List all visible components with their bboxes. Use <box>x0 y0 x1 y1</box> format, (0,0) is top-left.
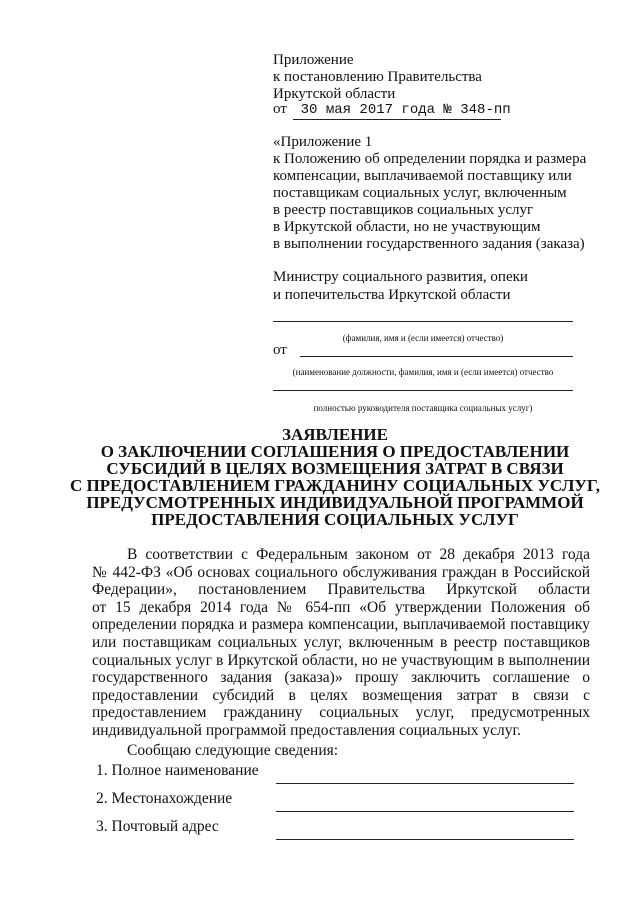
title-line: ПРЕДОСТАВЛЕНИЯ СОЦИАЛЬНЫХ УСЛУГ <box>151 510 519 529</box>
body-line: предоставлением гражданину социальных услуг, предусмотренных <box>92 704 590 722</box>
addressee-line: и попечительства Иркутской области <box>273 287 511 303</box>
appendix1-line: компенсации, выплачиваемой поставщику или <box>273 168 572 184</box>
body-line: определении порядка и размера компенсации, выплачиваемой поставщику <box>92 616 590 634</box>
hint-head: полностью руководителя поставщика социальных услуг) <box>313 403 533 413</box>
title-line: ПРЕДУСМОТРЕННЫХ ИНДИВИДУАЛЬНОЙ ПРОГРАММОЙ <box>86 493 584 512</box>
resolution-date-line <box>273 101 511 120</box>
body-paragraph <box>92 546 590 740</box>
document-title <box>60 426 610 528</box>
full-name-fill-line[interactable] <box>276 783 574 784</box>
appendix1-line: в реестр поставщиков социальных услуг <box>273 202 534 218</box>
title-line: О ЗАКЛЮЧЕНИИ СОГЛАШЕНИЯ О ПРЕДОСТАВЛЕНИИ <box>100 442 570 461</box>
body-line: индивидуальной программой предоставления социальных услуг. <box>92 721 521 739</box>
title-line: С ПРЕДОСТАВЛЕНИЕМ ГРАЖДАНИНУ СОЦИАЛЬНЫХ УСЛУГ, <box>69 476 601 495</box>
appendix-label: Приложение <box>273 52 354 68</box>
addressee-line: Министру социального развития, опеки <box>273 269 528 285</box>
info-intro: Сообщаю следующие сведения: <box>127 742 339 759</box>
body-line: или поставщикам социальных услуг, включенным в реестр поставщиков <box>92 633 590 651</box>
fill-line <box>273 390 573 391</box>
field-label-location: 2. Местонахождение <box>96 790 233 807</box>
appendix1-line: поставщикам социальных услуг, включенным <box>273 185 567 201</box>
title-line: ЗАЯВЛЕНИЕ <box>281 425 388 444</box>
field-label-full-name: 1. Полное наименование <box>96 762 259 779</box>
resolution-date-number: 30 мая 2017 года № 348-пп <box>293 102 501 120</box>
body-line: предоставлении субсидий в целях возмещения затрат в связи с <box>92 686 590 704</box>
appendix1-line: в выполнении государственного задания (заказа) <box>273 236 585 252</box>
from-prefix: от <box>273 101 287 117</box>
resolution-label: к постановлению Правительства <box>273 69 482 85</box>
appendix1-line: к Положению об определении порядка и размера <box>273 151 587 167</box>
body-line: Федерации», постановлением Правительства Иркутской области <box>92 581 590 599</box>
body-line: социальных услуг в Иркутской области, но не участвующим в выполнении <box>92 651 590 669</box>
fill-line <box>273 321 573 322</box>
from-label: от <box>273 342 287 358</box>
postal-address-fill-line[interactable] <box>276 839 574 840</box>
body-line: № 442-ФЗ «Об основах социального обслуживания граждан в Российской <box>92 563 590 581</box>
appendix1-line: «Приложение 1 <box>273 134 373 150</box>
fill-line <box>300 356 573 357</box>
body-line: от 15 декабря 2014 года № 654-пп «Об утверждении Положения об <box>92 598 590 616</box>
appendix1-line: в Иркутской области, но не участвующим <box>273 219 541 235</box>
body-line: государственного задания (заказа)» прошу заключить соглашение о <box>92 669 590 687</box>
region-label: Иркутской области <box>273 86 396 102</box>
location-fill-line[interactable] <box>276 811 574 812</box>
field-label-postal-address: 3. Почтовый адрес <box>96 818 219 835</box>
hint-position: (наименование должности, фамилия, имя и (если имеется) отчество <box>292 367 554 377</box>
hint-name: (фамилия, имя и (если имеется) отчество) <box>342 333 504 343</box>
body-line: В соответствии с Федеральным законом от 28 декабря 2013 года <box>127 546 590 563</box>
title-line: СУБСИДИЙ В ЦЕЛЯХ ВОЗМЕЩЕНИЯ ЗАТРАТ В СВЯЗИ <box>106 459 564 478</box>
